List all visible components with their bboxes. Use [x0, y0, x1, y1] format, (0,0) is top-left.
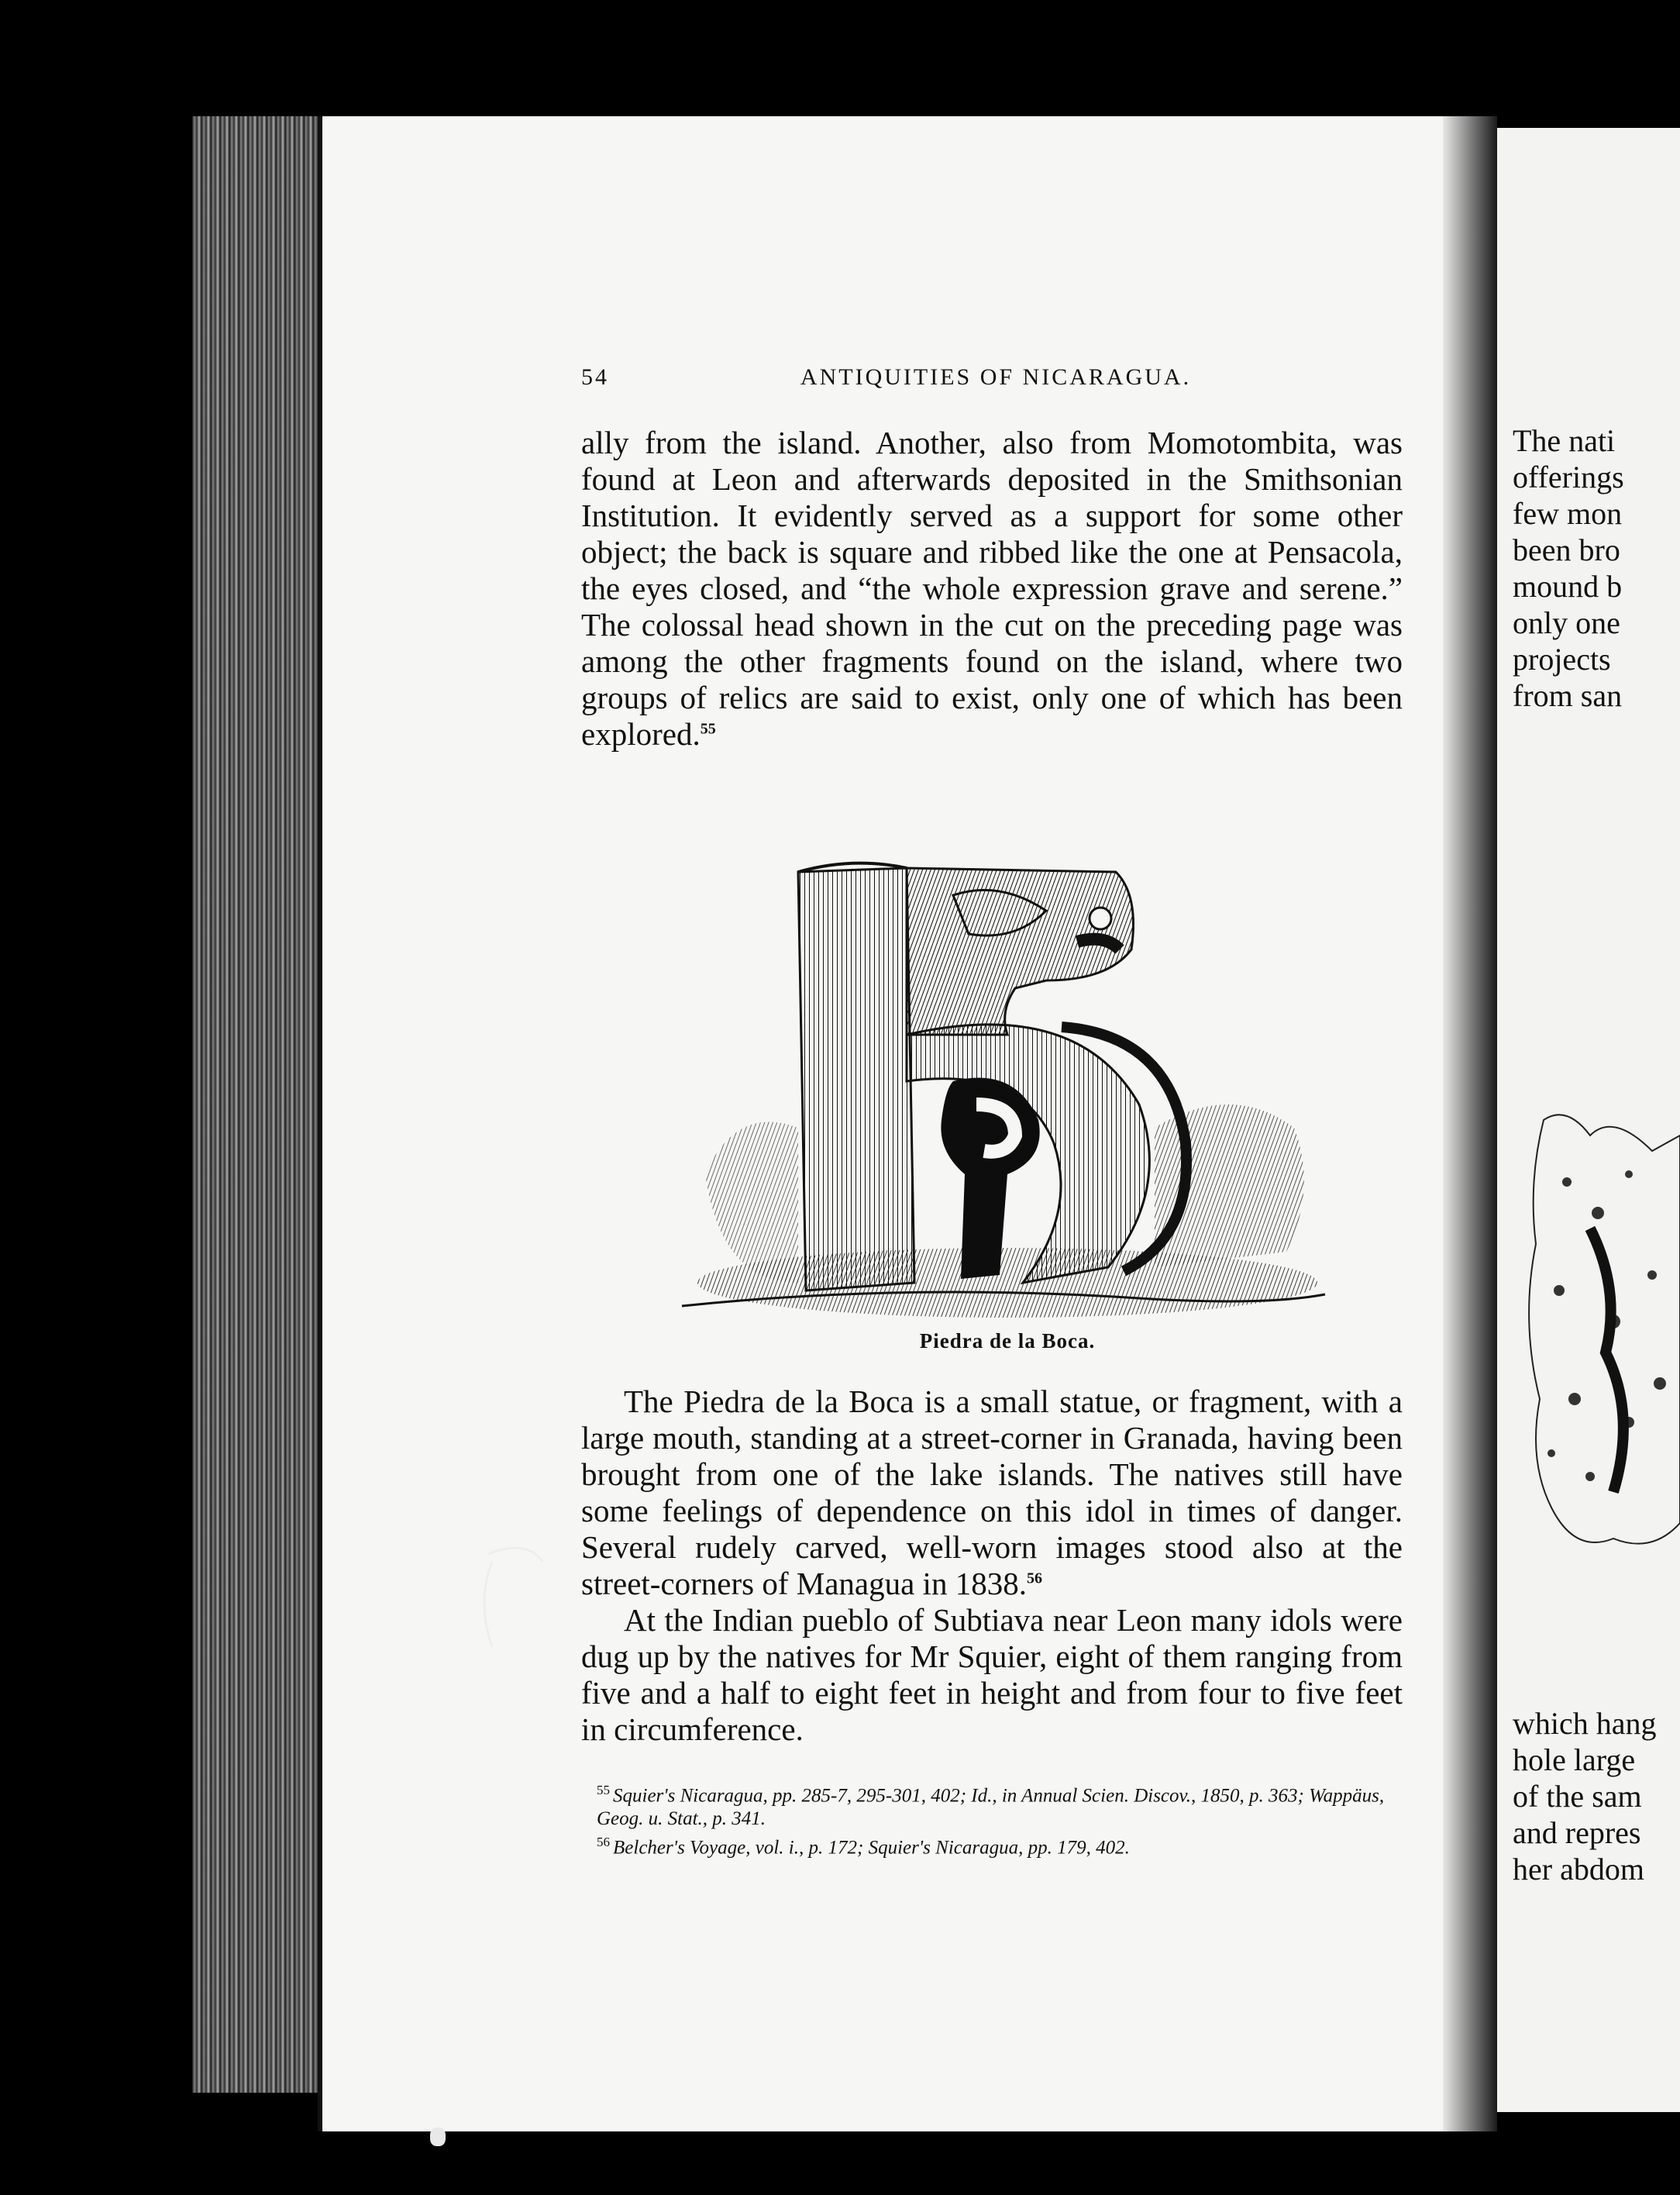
right-page-illustration	[1497, 1089, 1680, 1585]
paragraph-2	[581, 1384, 1403, 1748]
footnote-number: 55	[597, 1783, 610, 1797]
right-page-top-line: been bro	[1513, 532, 1620, 567]
running-title: ANTIQUITIES OF NICARAGUA.	[800, 364, 1192, 390]
footnote-number: 56	[597, 1835, 610, 1850]
right-page-bottom-line: which hang	[1513, 1706, 1657, 1741]
book-page-edges	[192, 116, 324, 2093]
paragraph-1	[581, 425, 1403, 753]
right-page-top-line: few mon	[1513, 496, 1623, 531]
footnote-ref-55[interactable]: 55	[700, 720, 716, 738]
right-page-bottom-line: of the sam	[1513, 1779, 1642, 1814]
right-page-top-text	[1513, 422, 1624, 714]
paragraph-1-text: ally from the island. Another, also from Momotombita, was found at Leon and afterwards deposited in the Smithsonian Institution. It evidently served as a support for some other object; the back is square and ribbed like the one at Pensacola, the eyes closed, and “the whole expression grave and serene.” The colossal head shown in the cut on the preceding page was among the other fragments found on the island, where two groups of relics are said to exist, only one of which has been explored.	[581, 425, 1403, 752]
running-head	[581, 364, 1403, 391]
footnotes	[597, 1779, 1403, 1860]
right-page-top-line: mound b	[1513, 569, 1623, 604]
book-gutter	[1443, 116, 1497, 2131]
footnote-56	[597, 1831, 1403, 1859]
page-number: 54	[581, 364, 609, 390]
footnote-text: Belcher's Voyage, vol. i., p. 172; Squier's Nicaragua, pp. 179, 402.	[613, 1837, 1130, 1859]
right-page-top-line: from san	[1513, 678, 1623, 713]
margin-speck	[430, 2128, 446, 2146]
figure-caption: Piedra de la Boca.	[919, 1329, 1096, 1352]
right-page	[1497, 128, 1680, 2112]
right-page-top-line: only one	[1513, 605, 1620, 640]
right-page-bottom-text	[1513, 1705, 1657, 1887]
right-page-bottom-line: her abdom	[1513, 1852, 1644, 1887]
right-page-top-line: The nati	[1513, 423, 1616, 458]
paragraph-2-text: The Piedra de la Boca is a small statue, or fragment, with a large mouth, standing at a street-corner in Granada, having been brought from one of the lake islands. The natives still have some feelings of dependence on this idol in times of danger. Several rudely carved, well-worn images stood also at the street-corners of Managua in 1838.	[581, 1384, 1403, 1601]
right-page-top-line: projects	[1513, 642, 1611, 677]
paragraph-3: At the Indian pueblo of Subtiava near Leon many idols were dug up by the natives for Mr Squier, eight of them ranging from five and a half to eight feet in height and from four to five feet in circumference.	[581, 1602, 1403, 1747]
right-page-top-line: offerings	[1513, 460, 1624, 494]
margin-pencil-mark	[473, 1539, 558, 1663]
piedra-de-la-boca-engraving	[674, 849, 1333, 1325]
right-page-bottom-line: and repres	[1513, 1815, 1641, 1850]
footnote-ref-56[interactable]: 56	[1026, 1570, 1042, 1587]
right-page-bottom-line: hole large	[1513, 1742, 1636, 1777]
footnote-55	[597, 1779, 1403, 1831]
footnote-text: Squier's Nicaragua, pp. 285-7, 295-301, 402; Id., in Annual Scien. Discov., 1850, p. 363; Wappäus, Geog. u. Stat., p. 341.	[597, 1785, 1385, 1830]
